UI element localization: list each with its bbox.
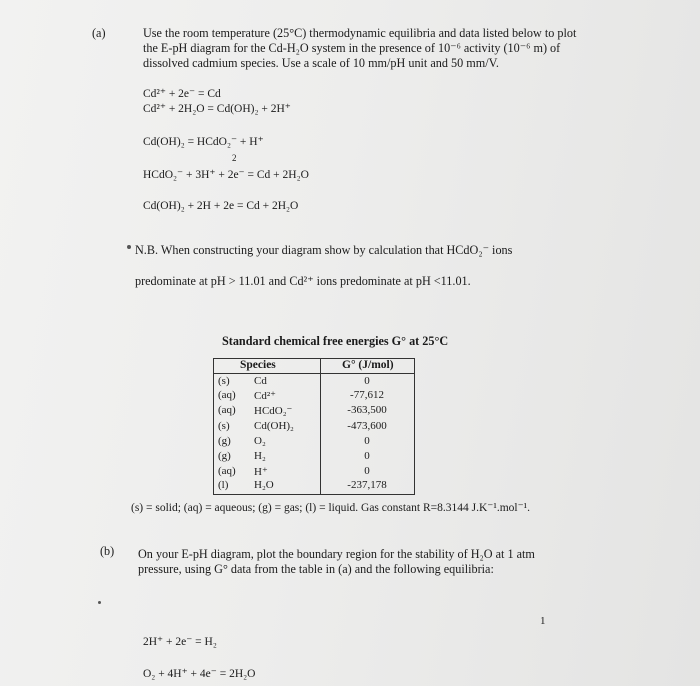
table-row: (s) Cd(OH)₂ -473,600 — [218, 420, 387, 432]
nb-line-2: predominate at pH > 11.01 and Cd²⁺ ions predominate at pH <11.01. — [135, 274, 471, 288]
table-row: (l) H₂O -237,178 — [218, 479, 387, 491]
part-b-line-2: pressure, using G° data from the table in (a) and the following equilibria: — [138, 562, 494, 576]
table-row: (s) Cd 0 — [218, 375, 370, 387]
bullet-dot — [127, 245, 131, 249]
table-header-species: Species — [240, 359, 276, 371]
free-energy-table — [213, 358, 415, 495]
intro-line-1: Use the room temperature (25°C) thermodynamic equilibria and data listed below to plot — [143, 26, 577, 40]
table-row: (g) H₂ 0 — [218, 450, 370, 462]
table-row: (aq) H⁺ 0 — [218, 465, 370, 478]
equation-4: HCdO₂⁻ + 3H⁺ + 2e⁻ = Cd + 2H₂O — [143, 169, 309, 181]
nb-line-1: N.B. When constructing your diagram show by calculation that HCdO₂⁻ ions — [135, 243, 513, 257]
equation-5: Cd(OH)₂ + 2H + 2e = Cd + 2H₂O — [143, 200, 299, 212]
table-header-divider — [214, 373, 414, 374]
equation-3: Cd(OH)₂ = HCdO₂⁻ + H⁺ — [143, 136, 264, 148]
state-legend: (s) = solid; (aq) = aqueous; (g) = gas; (l) = liquid. Gas constant R=8.3144 J.K⁻¹.mol⁻¹. — [131, 502, 530, 514]
bullet-dot — [98, 601, 101, 604]
intro-line-2: the E-pH diagram for the Cd-H₂O system in the presence of 10⁻⁶ activity (10⁻⁶ m) of — [143, 41, 561, 55]
equation-2: Cd²⁺ + 2H₂O = Cd(OH)₂ + 2H⁺ — [143, 103, 291, 115]
intro-line-3: dissolved cadmium species. Use a scale of 10 mm/pH unit and 50 mm/V. — [143, 56, 499, 70]
part-b-line-1: On your E-pH diagram, plot the boundary region for the stability of H₂O at 1 atm — [138, 547, 535, 561]
table-row: (aq) Cd²⁺ -77,612 — [218, 389, 384, 402]
table-row: (g) O₂ 0 — [218, 435, 370, 447]
stray-mark: 2 — [232, 153, 237, 163]
part-a-label: (a) — [92, 26, 106, 40]
table-title: Standard chemical free energies G° at 25°C — [222, 334, 449, 348]
margin-mark: 1 — [540, 615, 546, 627]
table-row: (aq) HCdO₂⁻ -363,500 — [218, 404, 387, 417]
equation-1: Cd²⁺ + 2e⁻ = Cd — [143, 88, 221, 100]
table-header-g: G° (J/mol) — [342, 359, 394, 371]
equation-b-2: O₂ + 4H⁺ + 4e⁻ = 2H₂O — [143, 668, 256, 680]
equation-b-1: 2H⁺ + 2e⁻ = H₂ — [143, 636, 217, 648]
part-b-label: (b) — [100, 544, 115, 558]
